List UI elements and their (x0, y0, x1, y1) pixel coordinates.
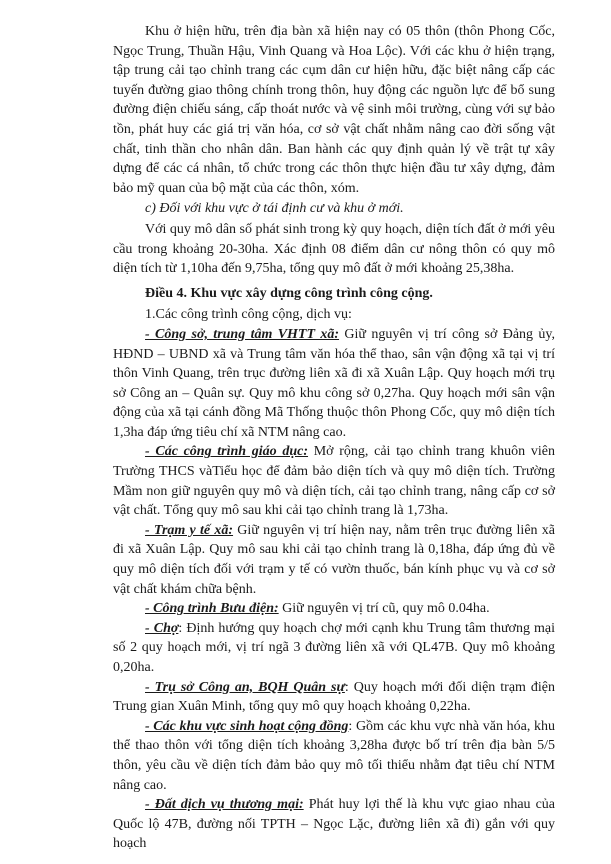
item-office-culture-center (113, 325, 555, 443)
paragraph-existing-residential: Khu ở hiện hữu, trên địa bàn xã hiện nay có 05 thôn (thôn Phong Cốc, Ngọc Trung, Thuần Hậu, Vinh Quang và Hoa Lộc). Với các khu ở hiện trạng, tập trung cải tạo chỉnh trang các cụm dân cư hiện hữu, đặc biệt nâng cấp các tuyến đường giao thông chính trong thôn, huy động các nguồn lực để bổ sung đường điện chiếu sáng, cấp thoát nước và vệ sinh môi trường, cùng với sự bảo tồn, phát huy các giá trị văn hóa, cơ sở vật chất nhằm nâng cao đời sống vật chất, tinh thần cho nhân dân. Ban hành các quy định quản lý về trật tự xây dựng để các cá nhân, tổ chức trong các thôn thực hiện đầu tư xây dựng, đảm bảo mỹ quan của bộ mặt của các thôn, xóm. (113, 24, 555, 196)
item-community-areas (113, 717, 555, 795)
item-label: - Các công trình giáo dục: (145, 444, 309, 460)
item-health-station (113, 521, 555, 599)
item-police-military (113, 678, 555, 717)
item-label: - Đất dịch vụ thương mại: (145, 797, 304, 813)
paragraph-new-residential: Với quy mô dân số phát sinh trong kỳ quy hoạch, diện tích đất ở mới yêu cầu trong khoảng 20-30ha. Xác định 08 điểm dân cư nông thôn có quy mô diện tích từ 1,10ha đến 9,75ha, tổng quy mô đất ở mới khoảng 25,38ha. (113, 221, 555, 277)
item-text: Giữ nguyên vị trí công sở Đảng ủy, HĐND – UBND xã và Trung tâm văn hóa thể thao, sân vận động xã tại vị trí thôn Vinh Quang, trên trục đường liên xã đi xã Xuân Lập. Quy hoạch mới trụ sở Công an – Quân sự. Quy mô khu công sở 0,27ha. Quy hoạch mới sân vận động của xã tại cánh đồng Mã Thống thuộc thôn Phong Cốc, quy mô diện tích 1,3ha đáp ứng tiêu chí xã NTM nâng cao. (113, 326, 555, 440)
article-4-heading: Điều 4. Khu vực xây dựng công trình công cộng. (145, 285, 433, 301)
public-works-intro: 1.Các công trình công cộng, dịch vụ: (145, 307, 352, 323)
item-label: - Các khu vực sinh hoạt cộng đồng (145, 718, 349, 734)
item-education (113, 442, 555, 520)
item-text: : Định hướng quy hoạch chợ mới cạnh khu Trung tâm thương mại số 2 quy hoạch mới, vị trí ngã 3 đường liên xã với QL47B. Quy mô khoảng 0,20ha. (113, 620, 555, 675)
item-commercial-land (113, 795, 555, 854)
item-text: : Gồm các khu vực nhà văn hóa, khu thể thao thôn với tổng diện tích khoảng 3,28ha được bố trí trên địa bàn 5/5 thôn, yêu cầu về diện tích đảm bảo quy mô tối thiểu nhằm đạt tiêu chí NTM nâng cao. (113, 718, 555, 793)
item-label: - Trụ sở Công an, BQH Quân sự (145, 679, 345, 695)
item-market (113, 619, 555, 678)
item-text: : Quy hoạch mới đối diện trạm điện Trung gian Xuân Minh, tổng quy mô quy hoạch khoảng 0,22ha. (113, 679, 555, 715)
item-label: - Công sở, trung tâm VHTT xã: (145, 326, 340, 342)
item-text: Mở rộng, cải tạo chỉnh trang khuôn viên Trường THCS vàTiểu học để đảm bảo diện tích và quy mô diện tích. Trường Mầm non giữ nguyên quy mô và diện tích, cải tạo chỉnh trang, nâng cấp cơ sở vật chất. Tổng quy mô sau khi cải tạo chỉnh trang là 1,73ha. (113, 444, 555, 519)
item-label: - Công trình Bưu điện: (145, 601, 279, 617)
item-post-office (113, 599, 555, 619)
item-label: - Chợ (145, 620, 179, 636)
item-text: Giữ nguyên vị trí cũ, quy mô 0.04ha. (278, 601, 490, 617)
item-text: Phát huy lợi thế là khu vực giao nhau của Quốc lộ 47B, đường nối TPTH – Ngọc Lặc, đường liên xã đi) gắn với quy hoạch (113, 797, 556, 852)
item-label: - Trạm y tế xã: (145, 522, 234, 538)
item-text: Giữ nguyên vị trí hiện nay, nằm trên trục đường liên xã đi xã Xuân Lập. Quy mô sau khi cải tạo chỉnh trang là 0,18ha, đáp ứng đủ về quy mô diện tích đối với trạm y tế có vườn thuốc, bán kính phục vụ và cơ sở vật chất khám chữa bệnh. (113, 522, 556, 597)
subsection-c-title: c) Đối với khu vực ở tái định cư và khu ở mới. (145, 201, 404, 217)
